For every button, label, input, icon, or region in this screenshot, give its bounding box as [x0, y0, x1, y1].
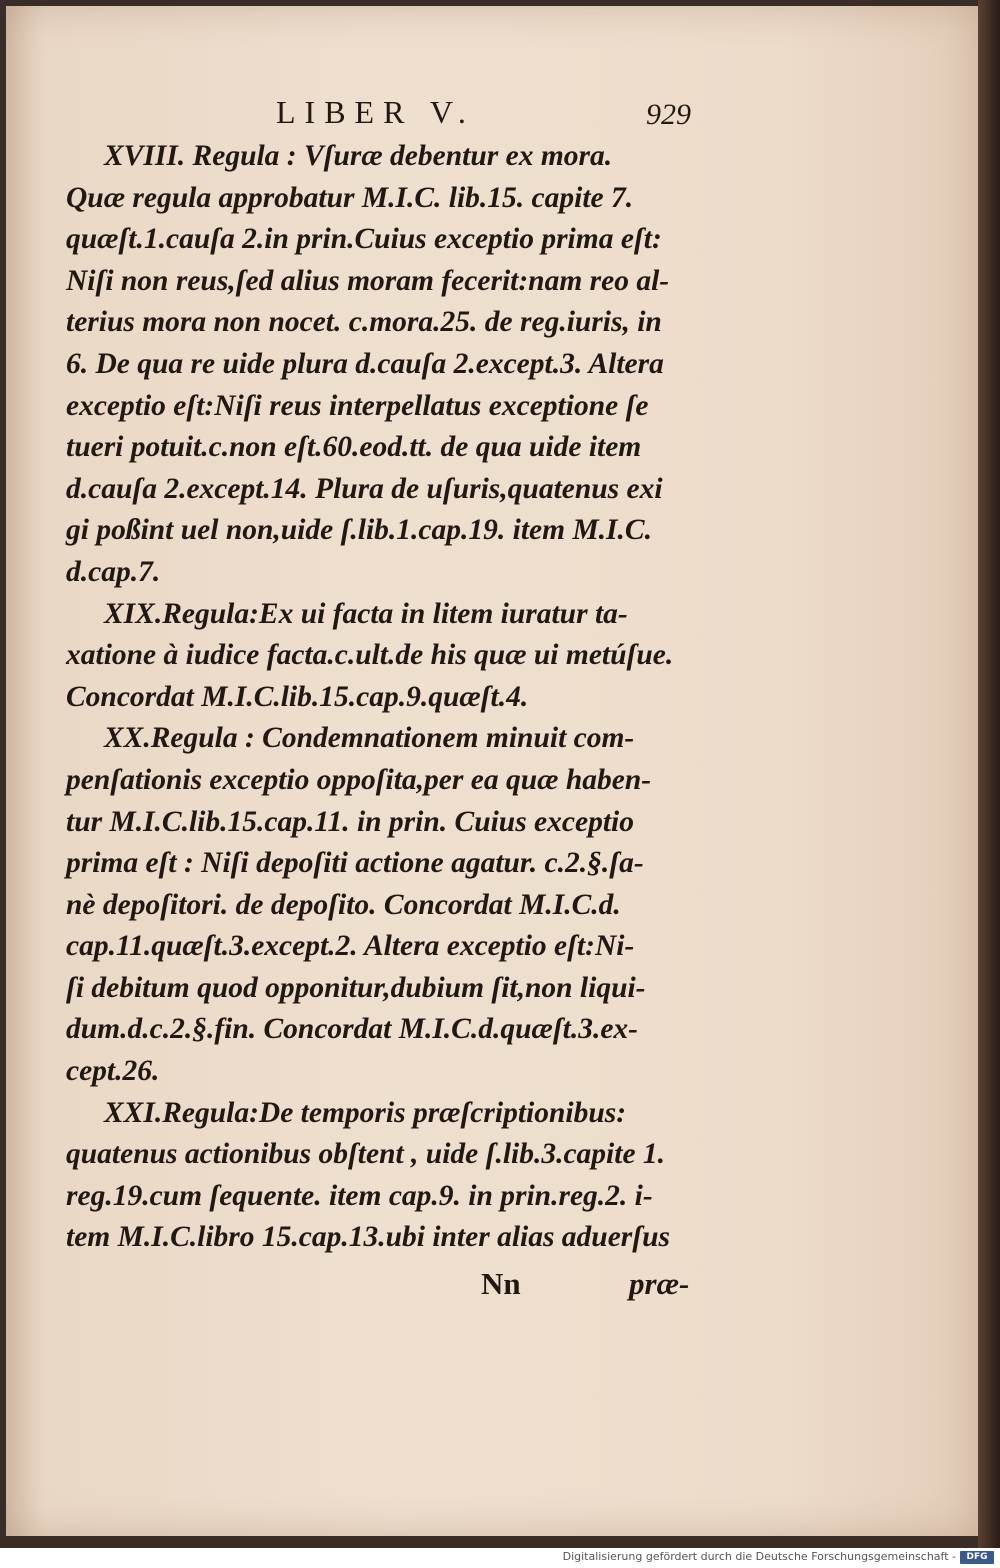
dfg-logo[interactable]: DFG [960, 1551, 994, 1564]
text-line: XVIII. Regula : Vſuræ debentur ex mora. [104, 140, 613, 172]
text-line: cept.26. [66, 1055, 160, 1088]
text-line: Quæ regula approbatur M.I.C. lib.15. capite 7. [66, 181, 634, 214]
text-line: d.cap.7. [66, 555, 161, 588]
text-line: nè depoſitori. de depoſito. Concordat M.I.C.d. [66, 888, 621, 921]
text-line: Niſi non reus,ſed alius moram fecerit:nam reo al- [66, 264, 670, 297]
text-line: quæſt.1.cauſa 2.in prin.Cuius exceptio prima eſt: [66, 223, 662, 256]
text-line: Concordat M.I.C.lib.15.cap.9.quæſt.4. [66, 680, 529, 713]
body-text [66, 136, 706, 1259]
text-line: tur M.I.C.lib.15.cap.11. in prin. Cuius exceptio [66, 805, 634, 838]
text-line: quatenus actionibus obſtent , uide ſ.lib.3.capite 1. [66, 1138, 666, 1171]
text-line: dum.d.c.2.§.fin. Concordat M.I.C.d.quæſt.3.ex- [66, 1013, 639, 1046]
book-edge [978, 0, 1000, 1548]
text-line: gi poßint uel non,uide ſ.lib.1.cap.19. item M.I.C. [66, 514, 652, 547]
footer-bar [0, 1548, 1000, 1568]
text-line: exceptio eſt:Niſi reus interpellatus exceptione ſe [66, 389, 649, 422]
text-line: tem M.I.C.libro 15.cap.13.ubi inter alias aduerſus [66, 1221, 671, 1254]
text-line: XIX.Regula:Ex ui facta in litem iuratur ta- [104, 597, 628, 630]
text-line: xatione à iudice facta.c.ult.de his quæ ui metúſue. [66, 639, 674, 672]
signature-mark: Nn [481, 1266, 521, 1301]
book-page [6, 6, 978, 1536]
text-line: tueri potuit.c.non eſt.60.eod.tt. de qua uide item [66, 431, 642, 464]
text-line: cap.11.quæſt.3.except.2. Altera exceptio eſt:Ni- [66, 930, 635, 963]
text-line: d.cauſa 2.except.14. Plura de uſuris,quatenus exi [66, 472, 663, 505]
text-line: reg.19.cum ſequente. item cap.9. in prin.reg.2. i- [66, 1179, 653, 1212]
page-number: 929 [646, 98, 691, 131]
text-line: 6. De qua re uide plura d.cauſa 2.except.3. Altera [66, 347, 664, 380]
text-line: penſationis exceptio oppoſita,per ea quæ haben- [66, 763, 652, 796]
text-line: prima eſt : Niſi depoſiti actione agatur. c.2.§.ſa- [66, 847, 644, 880]
text-line: ſi debitum quod opponitur,dubium ſit,non liqui- [66, 971, 646, 1004]
catchword: præ- [629, 1266, 690, 1301]
running-head: LIBER V. [276, 94, 475, 130]
text-line: terius mora non nocet. c.mora.25. de reg.iuris, in [66, 306, 662, 339]
text-line: XX.Regula : Condemnationem minuit com- [104, 722, 635, 755]
footer-credit: Digitalisierung gefördert durch die Deutsche Forschungsgemeinschaft - [562, 1550, 956, 1563]
text-line: XXI.Regula:De temporis præſcriptionibus: [104, 1096, 627, 1129]
